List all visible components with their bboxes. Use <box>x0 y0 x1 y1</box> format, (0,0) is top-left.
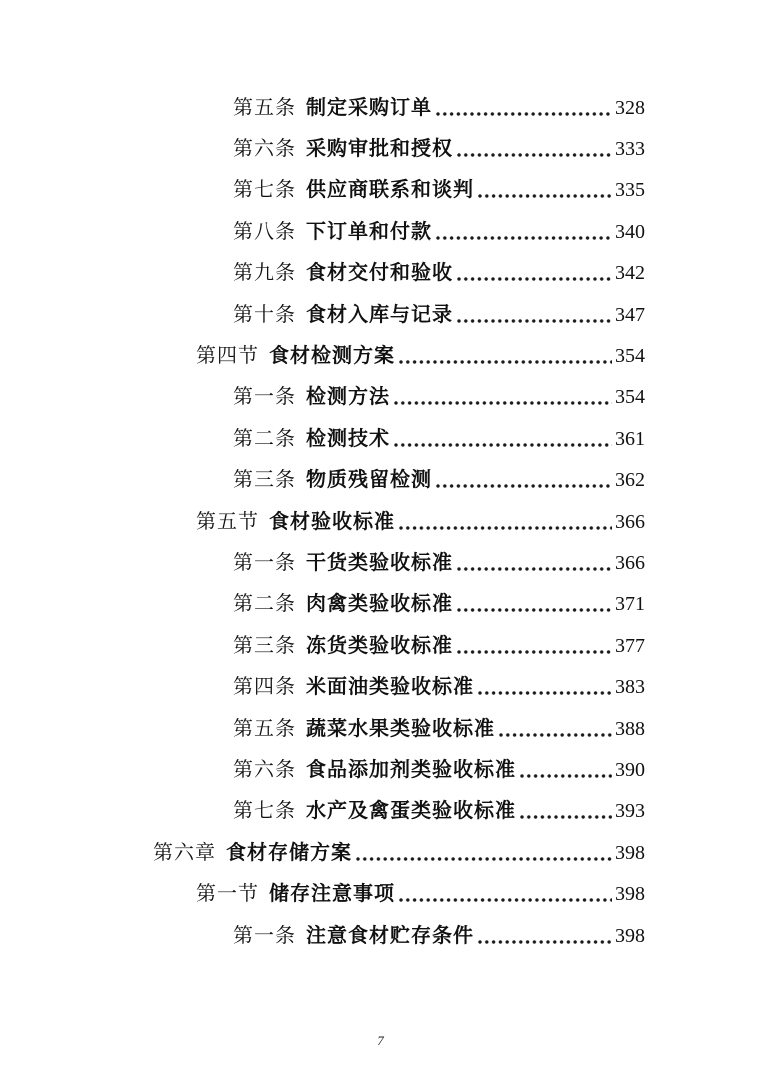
toc-dot-leader <box>436 112 612 116</box>
toc-entry-row <box>153 708 645 749</box>
toc-entry-label: 第三条 <box>233 634 296 657</box>
toc-entry-row <box>153 666 645 707</box>
toc-entry-page-number: 342 <box>615 262 645 285</box>
toc-entry-title: 供应商联系和谈判 <box>306 179 474 202</box>
toc-entry-row <box>153 501 645 542</box>
toc-entry-label: 第六条 <box>233 758 296 781</box>
toc-entry-title: 冻货类验收标准 <box>306 634 453 657</box>
toc-entry-page-number: 371 <box>615 593 645 616</box>
toc-entry-label: 第七条 <box>233 179 296 202</box>
toc-entry-title: 食材入库与记录 <box>306 303 453 326</box>
toc-entry-page-number: 393 <box>615 800 645 823</box>
toc-entry-label: 第三条 <box>233 469 296 492</box>
toc-dot-leader <box>520 774 612 778</box>
toc-dot-leader <box>399 360 612 364</box>
toc-dot-leader <box>457 608 612 612</box>
toc-entry-page-number: 366 <box>615 510 645 533</box>
toc-dot-leader <box>399 898 612 902</box>
toc-entry-label: 第一节 <box>196 883 259 906</box>
toc-entry-page-number: 340 <box>615 220 645 243</box>
toc-entry-page-number: 354 <box>615 386 645 409</box>
toc-entry-title: 检测方法 <box>306 386 390 409</box>
toc-entry-label: 第四节 <box>196 345 259 368</box>
toc-dot-leader <box>436 484 612 488</box>
toc-entry-label: 第六章 <box>153 841 216 864</box>
toc-entry-label: 第十条 <box>233 303 296 326</box>
toc-dot-leader <box>457 567 612 571</box>
toc-dot-leader <box>457 277 612 281</box>
toc-entry-label: 第八条 <box>233 220 296 243</box>
toc-entry-page-number: 366 <box>615 551 645 574</box>
toc-entry-label: 第七条 <box>233 800 296 823</box>
toc-list <box>153 87 645 956</box>
toc-entry-title: 采购审批和授权 <box>306 138 453 161</box>
toc-entry-title: 米面油类验收标准 <box>306 676 474 699</box>
toc-entry-title: 检测技术 <box>306 427 390 450</box>
toc-entry-title: 干货类验收标准 <box>306 551 453 574</box>
toc-dot-leader <box>399 526 612 530</box>
toc-entry-row <box>153 87 645 128</box>
toc-entry-title: 食材存储方案 <box>226 841 352 864</box>
toc-entry-label: 第六条 <box>233 138 296 161</box>
toc-entry-label: 第五条 <box>233 717 296 740</box>
footer-page-number: 7 <box>377 1033 384 1048</box>
toc-entry-title: 注意食材贮存条件 <box>306 924 474 947</box>
toc-entry-row <box>153 749 645 790</box>
toc-entry-row <box>153 915 645 956</box>
toc-entry-title: 制定采购订单 <box>306 96 432 119</box>
toc-entry-title: 下订单和付款 <box>306 220 432 243</box>
toc-entry-page-number: 333 <box>615 138 645 161</box>
toc-entry-label: 第九条 <box>233 262 296 285</box>
toc-dot-leader <box>356 857 612 861</box>
toc-entry-page-number: 383 <box>615 676 645 699</box>
toc-dot-leader <box>499 733 612 737</box>
toc-dot-leader <box>394 443 612 447</box>
toc-dot-leader <box>457 319 612 323</box>
toc-entry-row <box>153 253 645 294</box>
toc-entry-row <box>153 832 645 873</box>
toc-entry-title: 食材验收标准 <box>269 510 395 533</box>
toc-entry-row <box>153 211 645 252</box>
toc-dot-leader <box>457 153 612 157</box>
toc-entry-row <box>153 418 645 459</box>
toc-entry-label: 第五节 <box>196 510 259 533</box>
toc-entry-page-number: 390 <box>615 758 645 781</box>
toc-entry-page-number: 377 <box>615 634 645 657</box>
toc-entry-row <box>153 542 645 583</box>
toc-entry-row <box>153 377 645 418</box>
toc-entry-title: 食品添加剂类验收标准 <box>306 758 516 781</box>
toc-entry-label: 第一条 <box>233 924 296 947</box>
toc-entry-title: 食材检测方案 <box>269 345 395 368</box>
toc-entry-row <box>153 294 645 335</box>
toc-entry-title: 物质残留检测 <box>306 469 432 492</box>
toc-entry-page-number: 354 <box>615 345 645 368</box>
toc-entry-title: 食材交付和验收 <box>306 262 453 285</box>
toc-entry-title: 水产及禽蛋类验收标准 <box>306 800 516 823</box>
toc-dot-leader <box>394 401 612 405</box>
toc-entry-page-number: 361 <box>615 427 645 450</box>
toc-dot-leader <box>436 236 612 240</box>
toc-entry-label: 第二条 <box>233 427 296 450</box>
toc-entry-label: 第五条 <box>233 96 296 119</box>
toc-entry-page-number: 347 <box>615 303 645 326</box>
toc-entry-label: 第一条 <box>233 551 296 574</box>
toc-entry-page-number: 398 <box>615 841 645 864</box>
toc-entry-title: 肉禽类验收标准 <box>306 593 453 616</box>
toc-entry-page-number: 335 <box>615 179 645 202</box>
toc-entry-label: 第四条 <box>233 676 296 699</box>
toc-entry-title: 储存注意事项 <box>269 883 395 906</box>
toc-entry-page-number: 398 <box>615 924 645 947</box>
toc-entry-page-number: 362 <box>615 469 645 492</box>
toc-entry-row <box>153 335 645 376</box>
toc-dot-leader <box>520 815 612 819</box>
toc-dot-leader <box>478 194 612 198</box>
toc-entry-row <box>153 170 645 211</box>
toc-entry-title: 蔬菜水果类验收标准 <box>306 717 495 740</box>
toc-entry-row <box>153 584 645 625</box>
toc-entry-label: 第二条 <box>233 593 296 616</box>
toc-entry-page-number: 388 <box>615 717 645 740</box>
toc-entry-row <box>153 460 645 501</box>
toc-dot-leader <box>478 940 612 944</box>
toc-entry-page-number: 398 <box>615 883 645 906</box>
toc-dot-leader <box>478 691 612 695</box>
toc-entry-page-number: 328 <box>615 96 645 119</box>
toc-entry-row <box>153 873 645 914</box>
toc-entry-row <box>153 625 645 666</box>
toc-dot-leader <box>457 650 612 654</box>
toc-entry-row <box>153 791 645 832</box>
toc-entry-row <box>153 128 645 169</box>
toc-entry-label: 第一条 <box>233 386 296 409</box>
